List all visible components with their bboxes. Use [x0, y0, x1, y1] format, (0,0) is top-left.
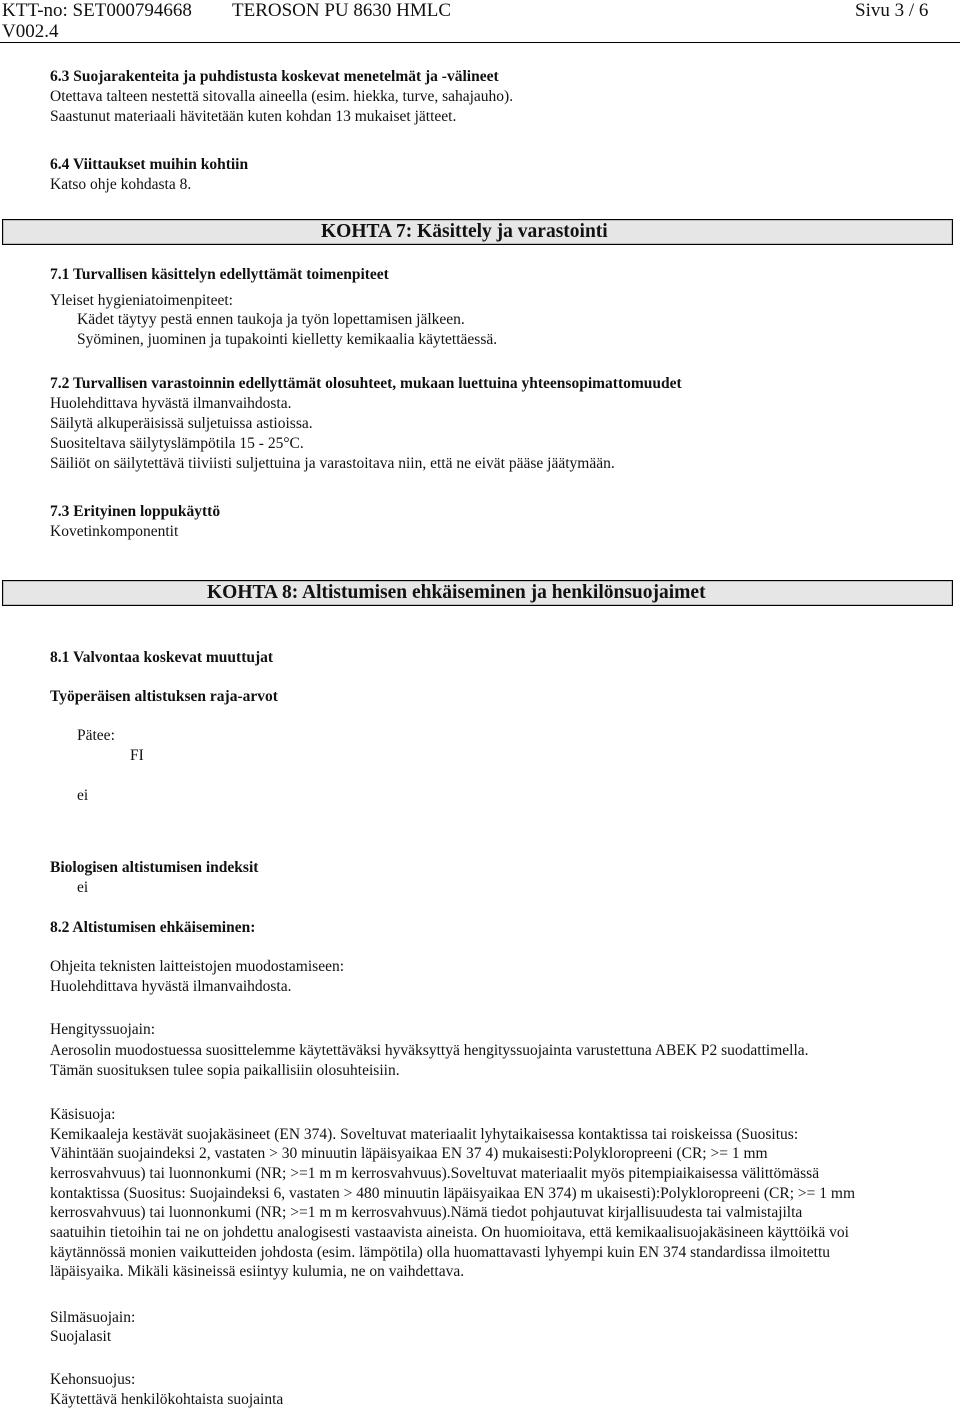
section-6-4-text: Katso ohje kohdasta 8.: [50, 176, 192, 193]
section-6-4-heading: 6.4 Viittaukset muihin kohtiin: [50, 156, 249, 173]
section-6-3-line: Saastunut materiaali hävitetään kuten kohdan 13 mukaiset jätteet.: [50, 108, 457, 125]
section-7-3-heading: 7.3 Erityinen loppukäyttö: [50, 503, 221, 520]
hand-protection-line: Vähintään suojaindeksi 2, vastaten > 30 minuutin läpäisyaikaa EN 37 4) mukaisesti:Polykloropreeni (CR; >= 1 mm: [50, 1145, 768, 1162]
respiratory-line: Aerosolin muodostuessa suosittelemme käytettäväksi hyväksyttyä hengityssuojainta varustettuna ABEK P2 suodattimella.: [50, 1042, 809, 1059]
header-page-number: Sivu 3 / 6: [855, 0, 929, 21]
storage-line: Suositeltava säilytyslämpötila 15 - 25°C.: [50, 435, 304, 452]
eye-protection-text: Suojalasit: [50, 1328, 112, 1345]
exposure-limits-value: ei: [77, 787, 89, 804]
section-7-banner-title: KOHTA 7: Käsittely ja varastointi: [321, 221, 608, 242]
hand-protection-line: käytännössä monien vaikutteiden johdosta (esim. lämpötila) olla huomattavasti lyhyempi kuin EN 374 standardissa ilmoitettu: [50, 1244, 831, 1261]
storage-line: Huolehdittava hyvästä ilmanvaihdosta.: [50, 395, 292, 412]
section-7-banner: [2, 219, 953, 245]
applies-value: FI: [130, 747, 144, 764]
respiratory-protection-label: Hengityssuojain:: [50, 1021, 156, 1038]
respiratory-line: Tämän suosituksen tulee sopia paikallisiin olosuhteisiin.: [50, 1062, 400, 1079]
section-6-3-heading: 6.3 Suojarakenteita ja puhdistusta koskevat menetelmät ja -välineet: [50, 68, 499, 85]
hand-protection-line: Kemikaaleja kestävät suojakäsineet (EN 374). Soveltuvat materiaalit lyhytaikaisessa kontaktissa tai roiskeissa (Suositus:: [50, 1126, 799, 1143]
section-7-2-heading: 7.2 Turvallisen varastoinnin edellyttämät olosuhteet, mukaan luettuina yhteensopimattomuudet: [50, 375, 682, 392]
section-6-3-line: Otettava talteen nestettä sitovalla aineella (esim. hiekka, turve, sahajauho).: [50, 88, 514, 105]
engineering-controls-label: Ohjeita teknisten laitteistojen muodostamiseen:: [50, 958, 345, 975]
hand-protection-line: läpäisyaika. Mikäli käsineissä esiintyy kulumia, ne on vaihdettava.: [50, 1263, 465, 1280]
section-7-3-text: Kovetinkomponentit: [50, 523, 179, 540]
header-divider: [0, 42, 960, 43]
header-product-name: TEROSON PU 8630 HMLC: [232, 0, 452, 21]
section-8-2-heading: 8.2 Altistumisen ehkäiseminen:: [50, 919, 256, 936]
body-protection-text: Käytettävä henkilökohtaista suojainta: [50, 1391, 284, 1408]
hand-protection-line: kerrosvahvuus) tai luonnonkumi (NR; >=1 m m kerrosvahvuus).Nämä tiedot pohjautuvat kirjallisuudesta tai valmistajilta: [50, 1204, 803, 1221]
section-8-banner-title: KOHTA 8: Altistumisen ehkäiseminen ja henkilönsuojaimet: [207, 582, 706, 603]
section-8-1-heading: 8.1 Valvontaa koskevat muuttujat: [50, 649, 274, 666]
engineering-controls-text: Huolehdittava hyvästä ilmanvaihdosta.: [50, 978, 292, 995]
applies-label: Pätee:: [77, 727, 115, 744]
biological-indices-heading: Biologisen altistumisen indeksit: [50, 859, 259, 876]
hygiene-line: Kädet täytyy pestä ennen taukoja ja työn lopettamisen jälkeen.: [77, 311, 465, 328]
exposure-limits-heading: Työperäisen altistuksen raja-arvot: [50, 688, 278, 705]
section-7-1-heading: 7.1 Turvallisen käsittelyn edellyttämät toimenpiteet: [50, 266, 389, 283]
header-version: V002.4: [2, 21, 59, 42]
hand-protection-label: Käsisuoja:: [50, 1106, 116, 1123]
header-ktt-number: KTT-no: SET000794668: [2, 0, 192, 21]
body-protection-label: Kehonsuojus:: [50, 1371, 136, 1388]
hand-protection-line: saatuihin tietoihin tai ne on johdettu analogisesti vastaavista aineista. On huomioitava, että kemikaalisuojakäsineen käyttöikä voi: [50, 1224, 849, 1241]
eye-protection-label: Silmäsuojain:: [50, 1309, 136, 1326]
hand-protection-line: kerrosvahvuus) tai luonnonkumi (NR; >=1 m m kerrosvahvuus).Soveltuvat materiaalit myös pitempiaikaisessa välittömässä: [50, 1165, 820, 1182]
storage-line: Säiliöt on säilytettävä tiiviisti suljettuina ja varastoitava niin, että ne eivät pääse jäätymään.: [50, 455, 615, 472]
hand-protection-line: kontaktissa (Suositus: Suojaindeksi 6, vastaten > 480 minuutin läpäisyaikaa EN 374) m ukaisesti):Polykloropreeni (CR; >= 1 mm: [50, 1185, 856, 1202]
hygiene-line: Syöminen, juominen ja tupakointi kielletty kemikaalia käytettäessä.: [77, 331, 498, 348]
hygiene-label: Yleiset hygieniatoimenpiteet:: [50, 292, 233, 309]
biological-indices-value: ei: [77, 879, 89, 896]
section-8-banner: [2, 580, 953, 606]
storage-line: Säilytä alkuperäisissä suljetuissa astioissa.: [50, 415, 313, 432]
